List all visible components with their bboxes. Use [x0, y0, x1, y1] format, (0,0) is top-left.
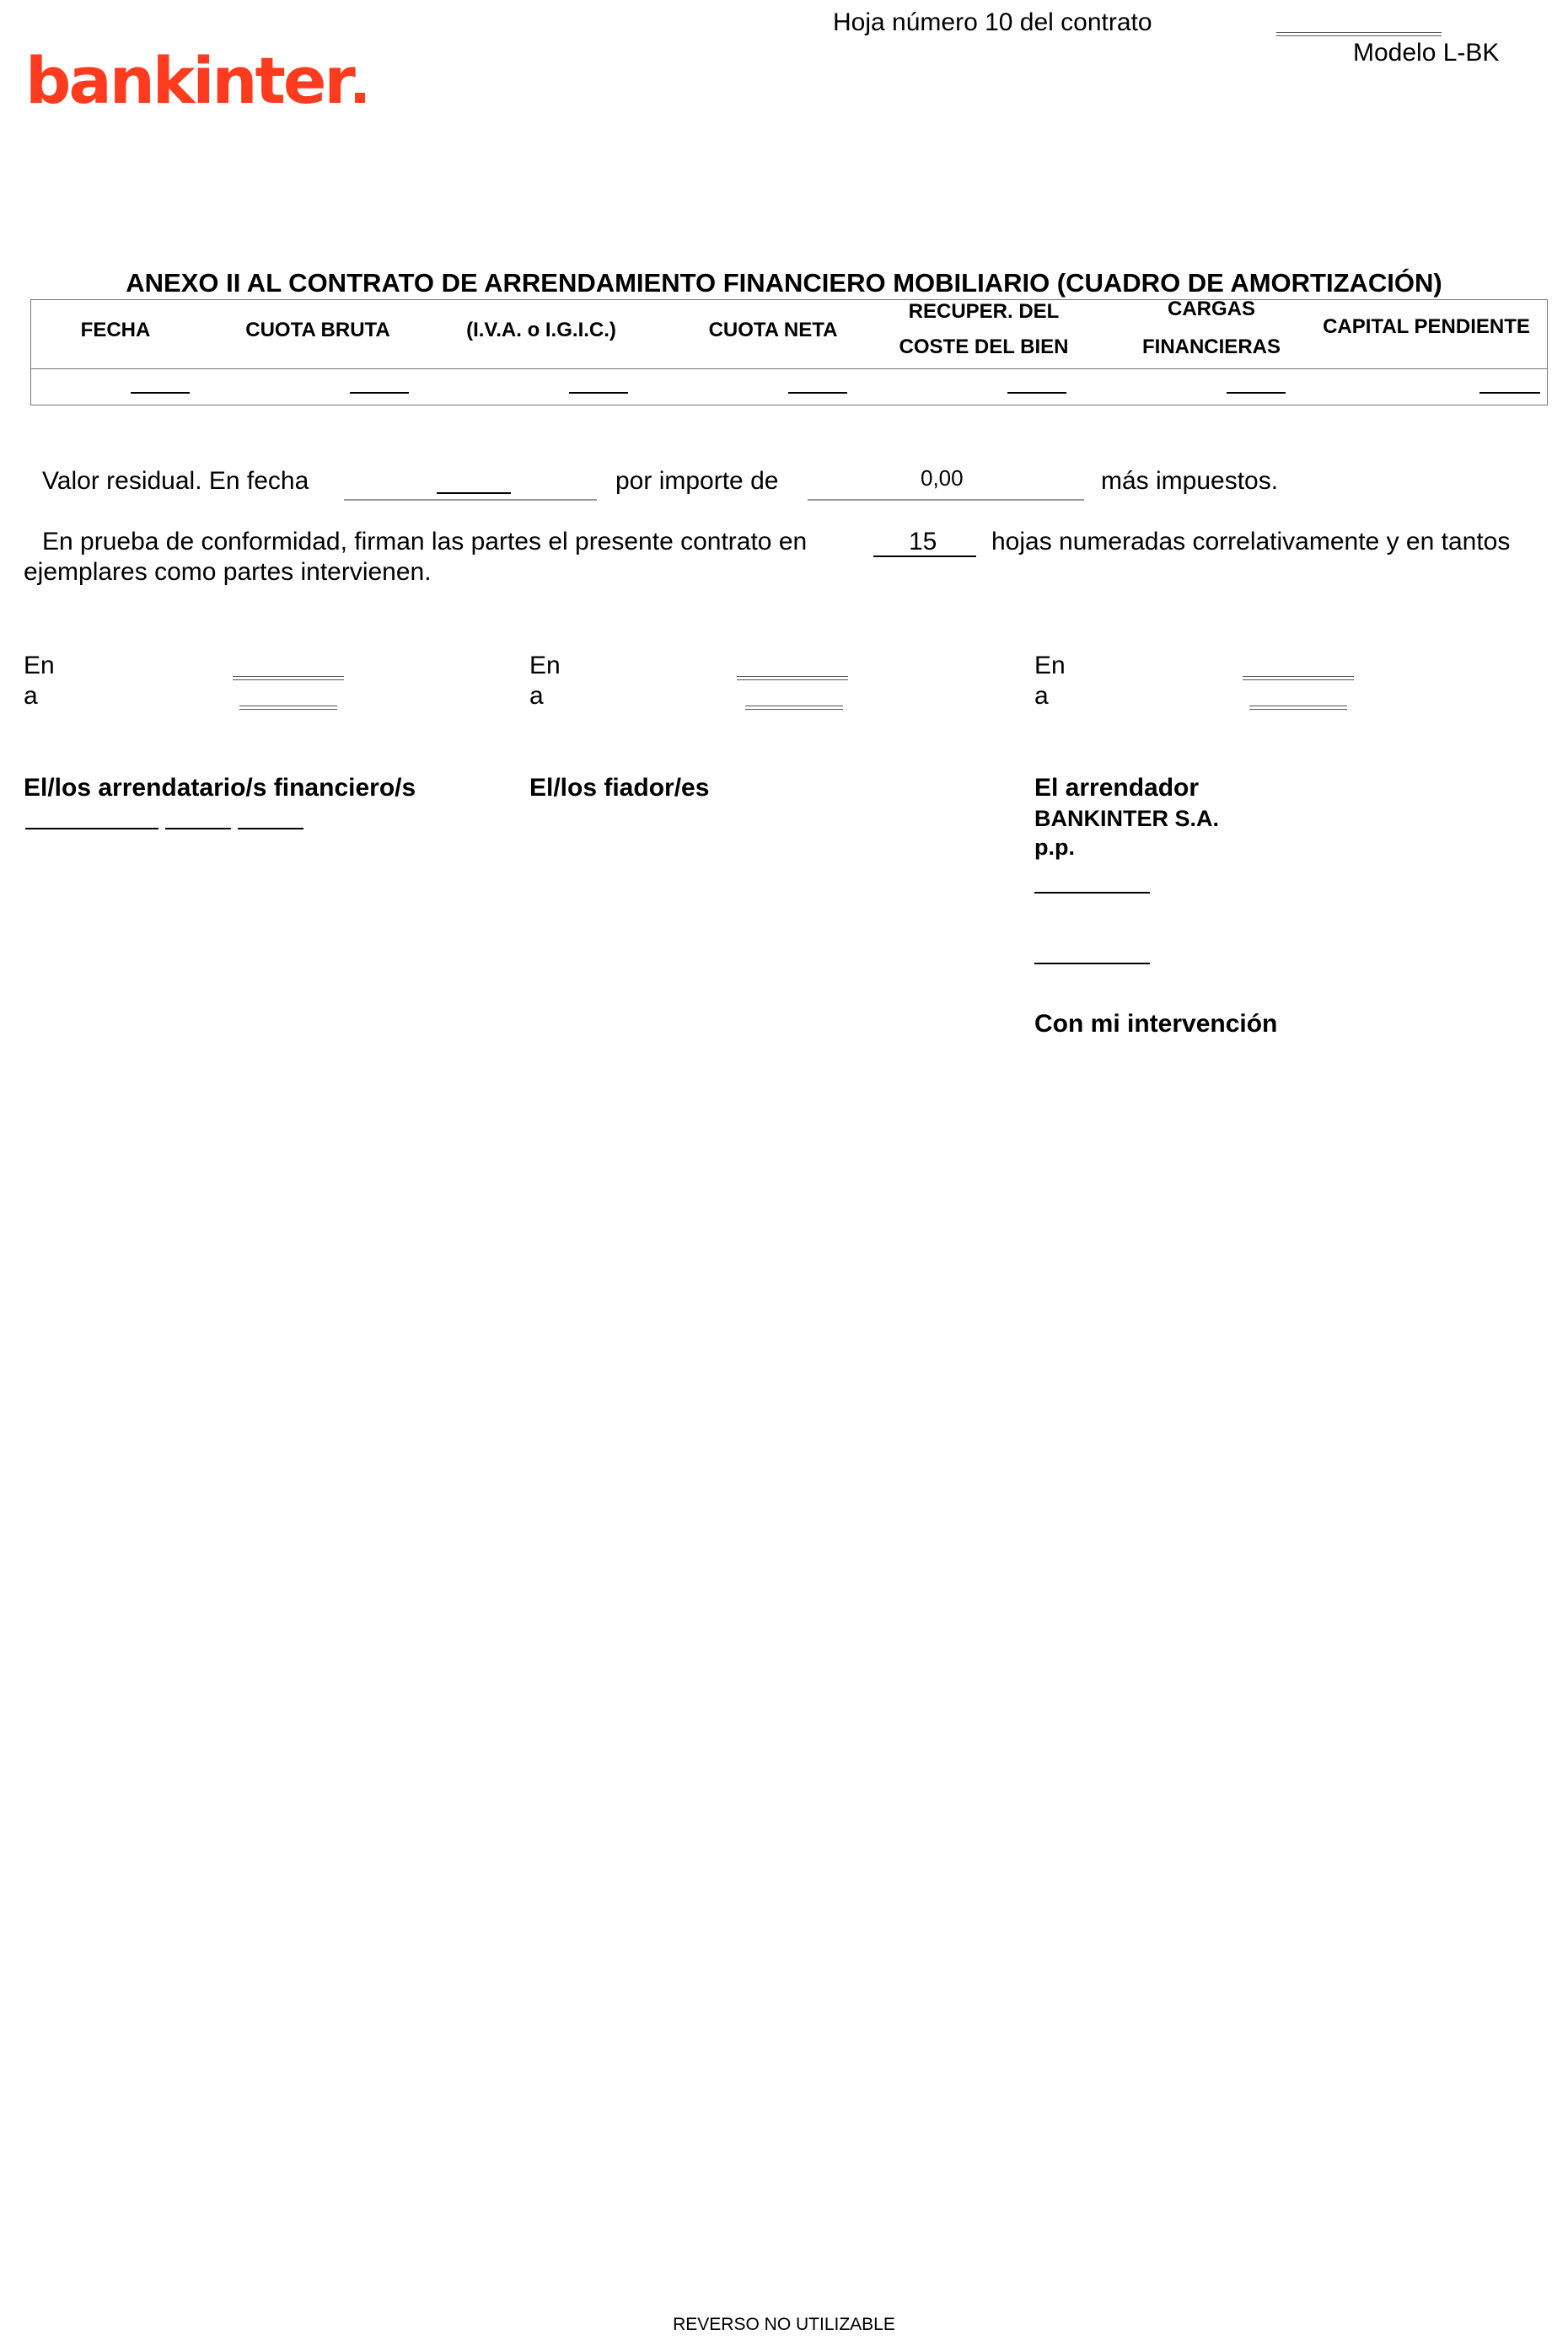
- date-field-3[interactable]: [1249, 706, 1347, 710]
- cell-capital[interactable]: [1479, 392, 1540, 394]
- cell-cuota-bruta[interactable]: [350, 392, 409, 394]
- place-field-2[interactable]: [737, 676, 848, 680]
- lessee-label: El/los arrendatario/s financiero/s: [24, 774, 416, 802]
- col-capital-pendiente: CAPITAL PENDIENTE: [1323, 315, 1530, 338]
- residual-amount-field[interactable]: [808, 499, 1084, 501]
- lessee-name-field[interactable]: [25, 828, 158, 829]
- place-a-1: a: [24, 682, 38, 710]
- residual-suffix: más impuestos.: [1101, 467, 1279, 495]
- place-field-1[interactable]: [233, 676, 344, 680]
- bankinter-logo: bankinter: [25, 49, 365, 113]
- cell-recuper[interactable]: [1007, 392, 1066, 394]
- lessor-pp: p.p.: [1034, 835, 1075, 860]
- logo-dot: [355, 93, 365, 103]
- residual-amount-value: 0,00: [921, 465, 964, 491]
- place-field-3[interactable]: [1243, 676, 1354, 680]
- place-a-2: a: [529, 682, 544, 710]
- col-cargas-line1: CARGAS: [1167, 298, 1255, 320]
- conformity-text-3: ejemplares como partes intervienen.: [24, 558, 432, 586]
- col-recuper-line1: RECUPER. DEL: [908, 300, 1060, 323]
- cell-cuota-neta[interactable]: [788, 392, 847, 394]
- residual-date-field[interactable]: [344, 499, 597, 501]
- sheets-count-value: 15: [909, 528, 937, 555]
- col-cuota-neta: CUOTA NETA: [708, 319, 838, 341]
- place-a-3: a: [1034, 682, 1049, 710]
- conformity-text-1: En prueba de conformidad, firman las partes el presente contrato en: [42, 528, 808, 555]
- lessor-label: El arrendador: [1034, 774, 1200, 802]
- lessee-id-field[interactable]: [165, 828, 231, 829]
- place-en-1: En: [24, 652, 55, 679]
- lessor-company: BANKINTER S.A.: [1034, 806, 1220, 831]
- col-cargas-line2: FINANCIERAS: [1141, 335, 1281, 358]
- lessor-signatory-2-field[interactable]: [1034, 963, 1150, 964]
- contract-number-field[interactable]: [1276, 32, 1442, 36]
- col-recuper-line2: COSTE DEL BIEN: [899, 335, 1069, 358]
- intervention-label: Con mi intervención: [1034, 1010, 1278, 1038]
- model-label: Modelo L-BK: [1353, 39, 1500, 67]
- place-en-2: En: [529, 652, 561, 679]
- residual-amount-label: por importe de: [615, 467, 779, 495]
- place-en-3: En: [1034, 652, 1066, 679]
- table-divider: [31, 368, 1547, 369]
- sheet-number: Hoja número 10 del contrato: [833, 8, 1152, 36]
- footer-note: REVERSO NO UTILIZABLE: [673, 2315, 895, 2334]
- cell-fecha[interactable]: [131, 392, 190, 394]
- lessor-signatory-1-field[interactable]: [1034, 892, 1150, 894]
- date-field-2[interactable]: [745, 706, 843, 710]
- col-fecha: FECHA: [80, 319, 151, 341]
- guarantor-label: El/los fiador/es: [529, 774, 710, 802]
- col-cuota-bruta: CUOTA BRUTA: [245, 319, 390, 341]
- lessee-extra-field[interactable]: [238, 828, 303, 829]
- cell-iva[interactable]: [569, 392, 628, 394]
- cell-cargas[interactable]: [1227, 392, 1286, 394]
- col-iva: (I.V.A. o I.G.I.C.): [466, 319, 616, 341]
- date-field-1[interactable]: [239, 706, 337, 710]
- amortization-table: [30, 299, 1548, 405]
- conformity-text-2: hojas numeradas correlativamente y en tantos: [991, 528, 1511, 555]
- residual-date-value: [437, 492, 511, 494]
- residual-label: Valor residual. En fecha: [42, 467, 309, 495]
- annex-title: ANEXO II AL CONTRATO DE ARRENDAMIENTO FINANCIERO MOBILIARIO (CUADRO DE AMORTIZACIÓN): [126, 268, 1442, 298]
